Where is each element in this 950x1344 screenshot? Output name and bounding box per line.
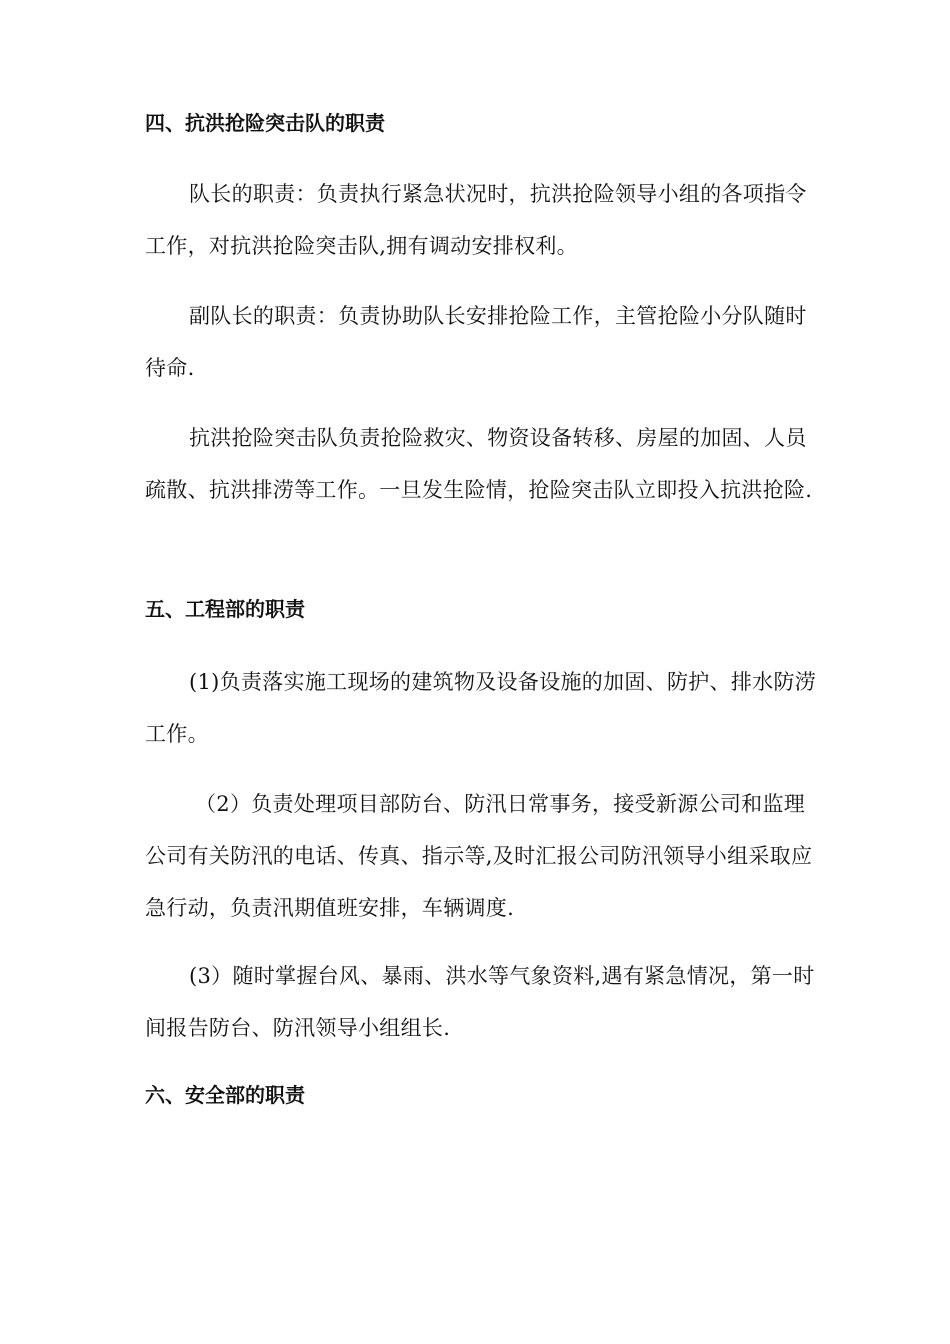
paragraph: 队长的职责：负责执行紧急状况时，抗洪抢险领导小组的各项指令工作，对抗洪抢险突击队,拥有调动安排权利。 (145, 182, 807, 258)
section-heading: 六、安全部的职责 (145, 1083, 305, 1107)
section-heading: 四、抗洪抢险突击队的职责 (145, 111, 385, 135)
section-heading: 五、工程部的职责 (145, 597, 305, 621)
paragraph: (1)负责落实施工现场的建筑物及设备设施的加固、防护、排水防涝工作。 (145, 670, 817, 746)
paragraph: （2）负责处理项目部防台、防汛日常事务，接受新源公司和监理公司有关防汛的电话、传真、指示等,及时汇报公司防汛领导小组采取应急行动，负责汛期值班安排，车辆调度. (145, 792, 813, 920)
paragraph: 副队长的职责：负责协助队长安排抢险工作，主管抢险小分队随时待命. (145, 304, 807, 380)
paragraph: (3）随时掌握台风、暴雨、洪水等气象资料,遇有紧急情况，第一时间报告防台、防汛领导小组组长. (145, 964, 815, 1040)
paragraph: 抗洪抢险突击队负责抢险救灾、物资设备转移、房屋的加固、人员疏散、抗洪排涝等工作。一旦发生险情，抢险突击队立即投入抗洪抢险. (145, 426, 813, 502)
